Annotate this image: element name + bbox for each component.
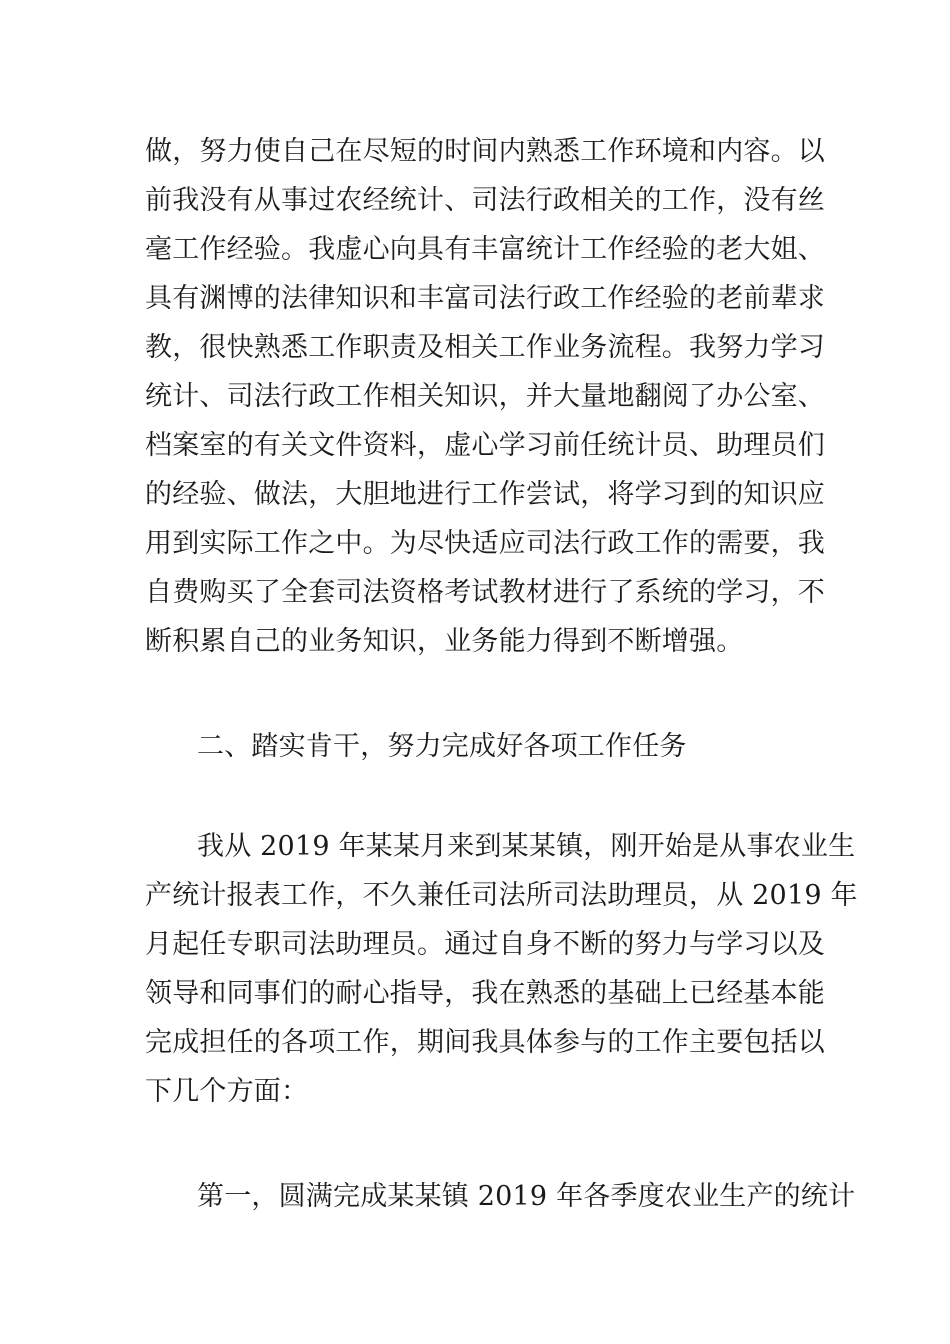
paragraph-1-line-3: 毫工作经验。我虚心向具有丰富统计工作经验的老大姐、 [145, 234, 825, 265]
paragraph-2-line-1: 我从 2019 年某某月来到某某镇，刚开始是从事农业生 [197, 831, 856, 862]
section-heading: 二、踏实肯干，努力完成好各项工作任务 [197, 731, 687, 762]
paragraph-1-line-8: 的经验、做法，大胆地进行工作尝试，将学习到的知识应 [145, 479, 825, 510]
paragraph-1-line-11: 断积累自己的业务知识，业务能力得到不断增强。 [145, 626, 744, 657]
paragraph-2-line-2: 产统计报表工作，不久兼任司法所司法助理员，从 2019 年 [145, 880, 858, 911]
paragraph-2-line-5: 完成担任的各项工作，期间我具体参与的工作主要包括以 [145, 1027, 825, 1058]
paragraph-1-line-5: 教，很快熟悉工作职责及相关工作业务流程。我努力学习 [145, 332, 825, 363]
paragraph-2-line-3: 月起任专职司法助理员。通过自身不断的努力与学习以及 [145, 929, 825, 960]
paragraph-2-line-4: 领导和同事们的耐心指导，我在熟悉的基础上已经基本能 [145, 978, 825, 1009]
paragraph-1-line-10: 自费购买了全套司法资格考试教材进行了系统的学习，不 [145, 577, 825, 608]
paragraph-1-line-7: 档案室的有关文件资料，虚心学习前任统计员、助理员们 [145, 430, 825, 461]
paragraph-1-line-1: 做，努力使自己在尽短的时间内熟悉工作环境和内容。以 [145, 136, 825, 167]
paragraph-2-line-6: 下几个方面： [145, 1076, 309, 1107]
paragraph-1-line-2: 前我没有从事过农经统计、司法行政相关的工作，没有丝 [145, 185, 825, 216]
paragraph-3-line-1: 第一，圆满完成某某镇 2019 年各季度农业生产的统计 [197, 1181, 856, 1212]
paragraph-1-line-6: 统计、司法行政工作相关知识，并大量地翻阅了办公室、 [145, 381, 825, 412]
paragraph-1-line-4: 具有渊博的法律知识和丰富司法行政工作经验的老前辈求 [145, 283, 825, 314]
paragraph-1-line-9: 用到实际工作之中。为尽快适应司法行政工作的需要，我 [145, 528, 825, 559]
